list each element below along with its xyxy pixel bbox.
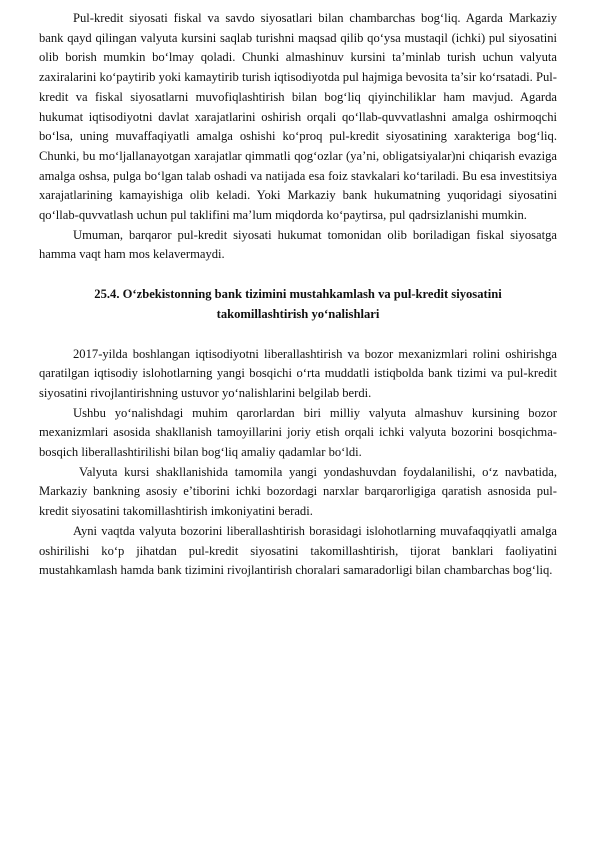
paragraph-2017-reforms: 2017-yilda boshlangan iqtisodiyotni liberallashtirish va bozor mexanizmlari rolini oshirishga qaratilgan iqtisodiy islohotlarning yangi bosqichi o‘rta muddatli istiqbolda bank tizimi va pul-kredit siyosatini rivojlantirishning ustuvor yo‘nalishlarini belgilab berdi. xyxy=(39,346,557,400)
paragraph-fiscal-monetary: Pul-kredit siyosati fiskal va savdo siyosatlari bilan chambarchas bog‘liq. Agarda Markaziy bank qayd qilingan valyuta kursini saqlab turishni maqsad qilib qo‘ysa mustaqil (ichki) pul siyosatini olib borish mumkin bo‘lmay qoladi. Chunki almashinuv kursini ta’minlab turish uchun valyuta zaxiralarini ko‘paytirib yoki kamaytirib turish iqtisodiyotda pul hajmiga bevosita ta’sir ko‘rsatadi. Pul-kredit va fiskal siyosatlarni muvofiqlashtirish bilan bog‘liq qiyinchiliklar ham mavjud. Agarda hukumat iqtisodiyotni davlat xarajatlarini oshirish orqali qo‘llab-quvvatlashni amalga oshirmoqchi bo‘lsa, uning muvaffaqiyatli amalga oshishi ko‘proq pul-kredit siyosatining xarakteriga bog‘liq. Chunki, bu mo‘ljallanayotgan xarajatlar qimmatli qog‘ozlar (ya’ni, obligatsiyalar)ni chiqarish evaziga amalga oshsa, pulga bo‘lgan talab oshadi va natijada esa foiz stavkalari ko‘tariladi. Bu esa investitsiya xarajatlarining kamayishiga olib keladi. Yoki Markaziy bank hukumatning yuqoridagi siyosatini qo‘llab-quvvatlash uchun pul taklifini ma’lum miqdorda ko‘paytirsa, pul qadrsizlanishi mumkin. xyxy=(39,11,557,223)
paragraph-reform-success: Ayni vaqtda valyuta bozorini liberallashtirish borasidagi islohotlarning muvafaqqiyatli amalga oshirilishi ko‘p jihatdan pul-kredit siyosatini takomillashtirish, tijorat banklari faoliyatini mustahkamlash hamda bank tizimini rivojlantirish choralari samaradorligi bilan chambarchas bog‘liq. xyxy=(39,523,557,578)
spacer xyxy=(39,265,557,285)
paragraph-stable-policy: Umuman, barqaror pul-kredit siyosati hukumat tomonidan olib boriladigan fiskal siyosatga hamma vaqt ham mos kelavermaydi. xyxy=(39,227,557,262)
paragraph-exchange-rate-approach: Valyuta kursi shakllanishida tamomila yangi yondashuvdan foydalanilishi, o‘z navbatida, Markaziy bankning asosiy e’tiborini ichki bozordagi narxlar barqarorligiga qaratish asnosida pul-kredit siyosatini takomillashtirish imkoniyatini beradi. xyxy=(39,464,557,519)
document-page xyxy=(39,9,557,581)
section-heading: 25.4. O‘zbekistonning bank tizimini mustahkamlash va pul-kredit siyosatini takomillashtirish yo‘nalishlari xyxy=(94,287,502,321)
spacer xyxy=(39,325,557,345)
paragraph-currency-liberalization: Ushbu yo‘nalishdagi muhim qarorlardan biri milliy valyuta almashuv kursining bozor mexanizmlari asosida shakllanish tamoyillarini joriy etish orqali ichki valyuta bozorini bosqichma-bosqich liberallashtirilishi bilan bog‘liq amaliy qadamlar bo‘ldi. xyxy=(39,405,557,460)
